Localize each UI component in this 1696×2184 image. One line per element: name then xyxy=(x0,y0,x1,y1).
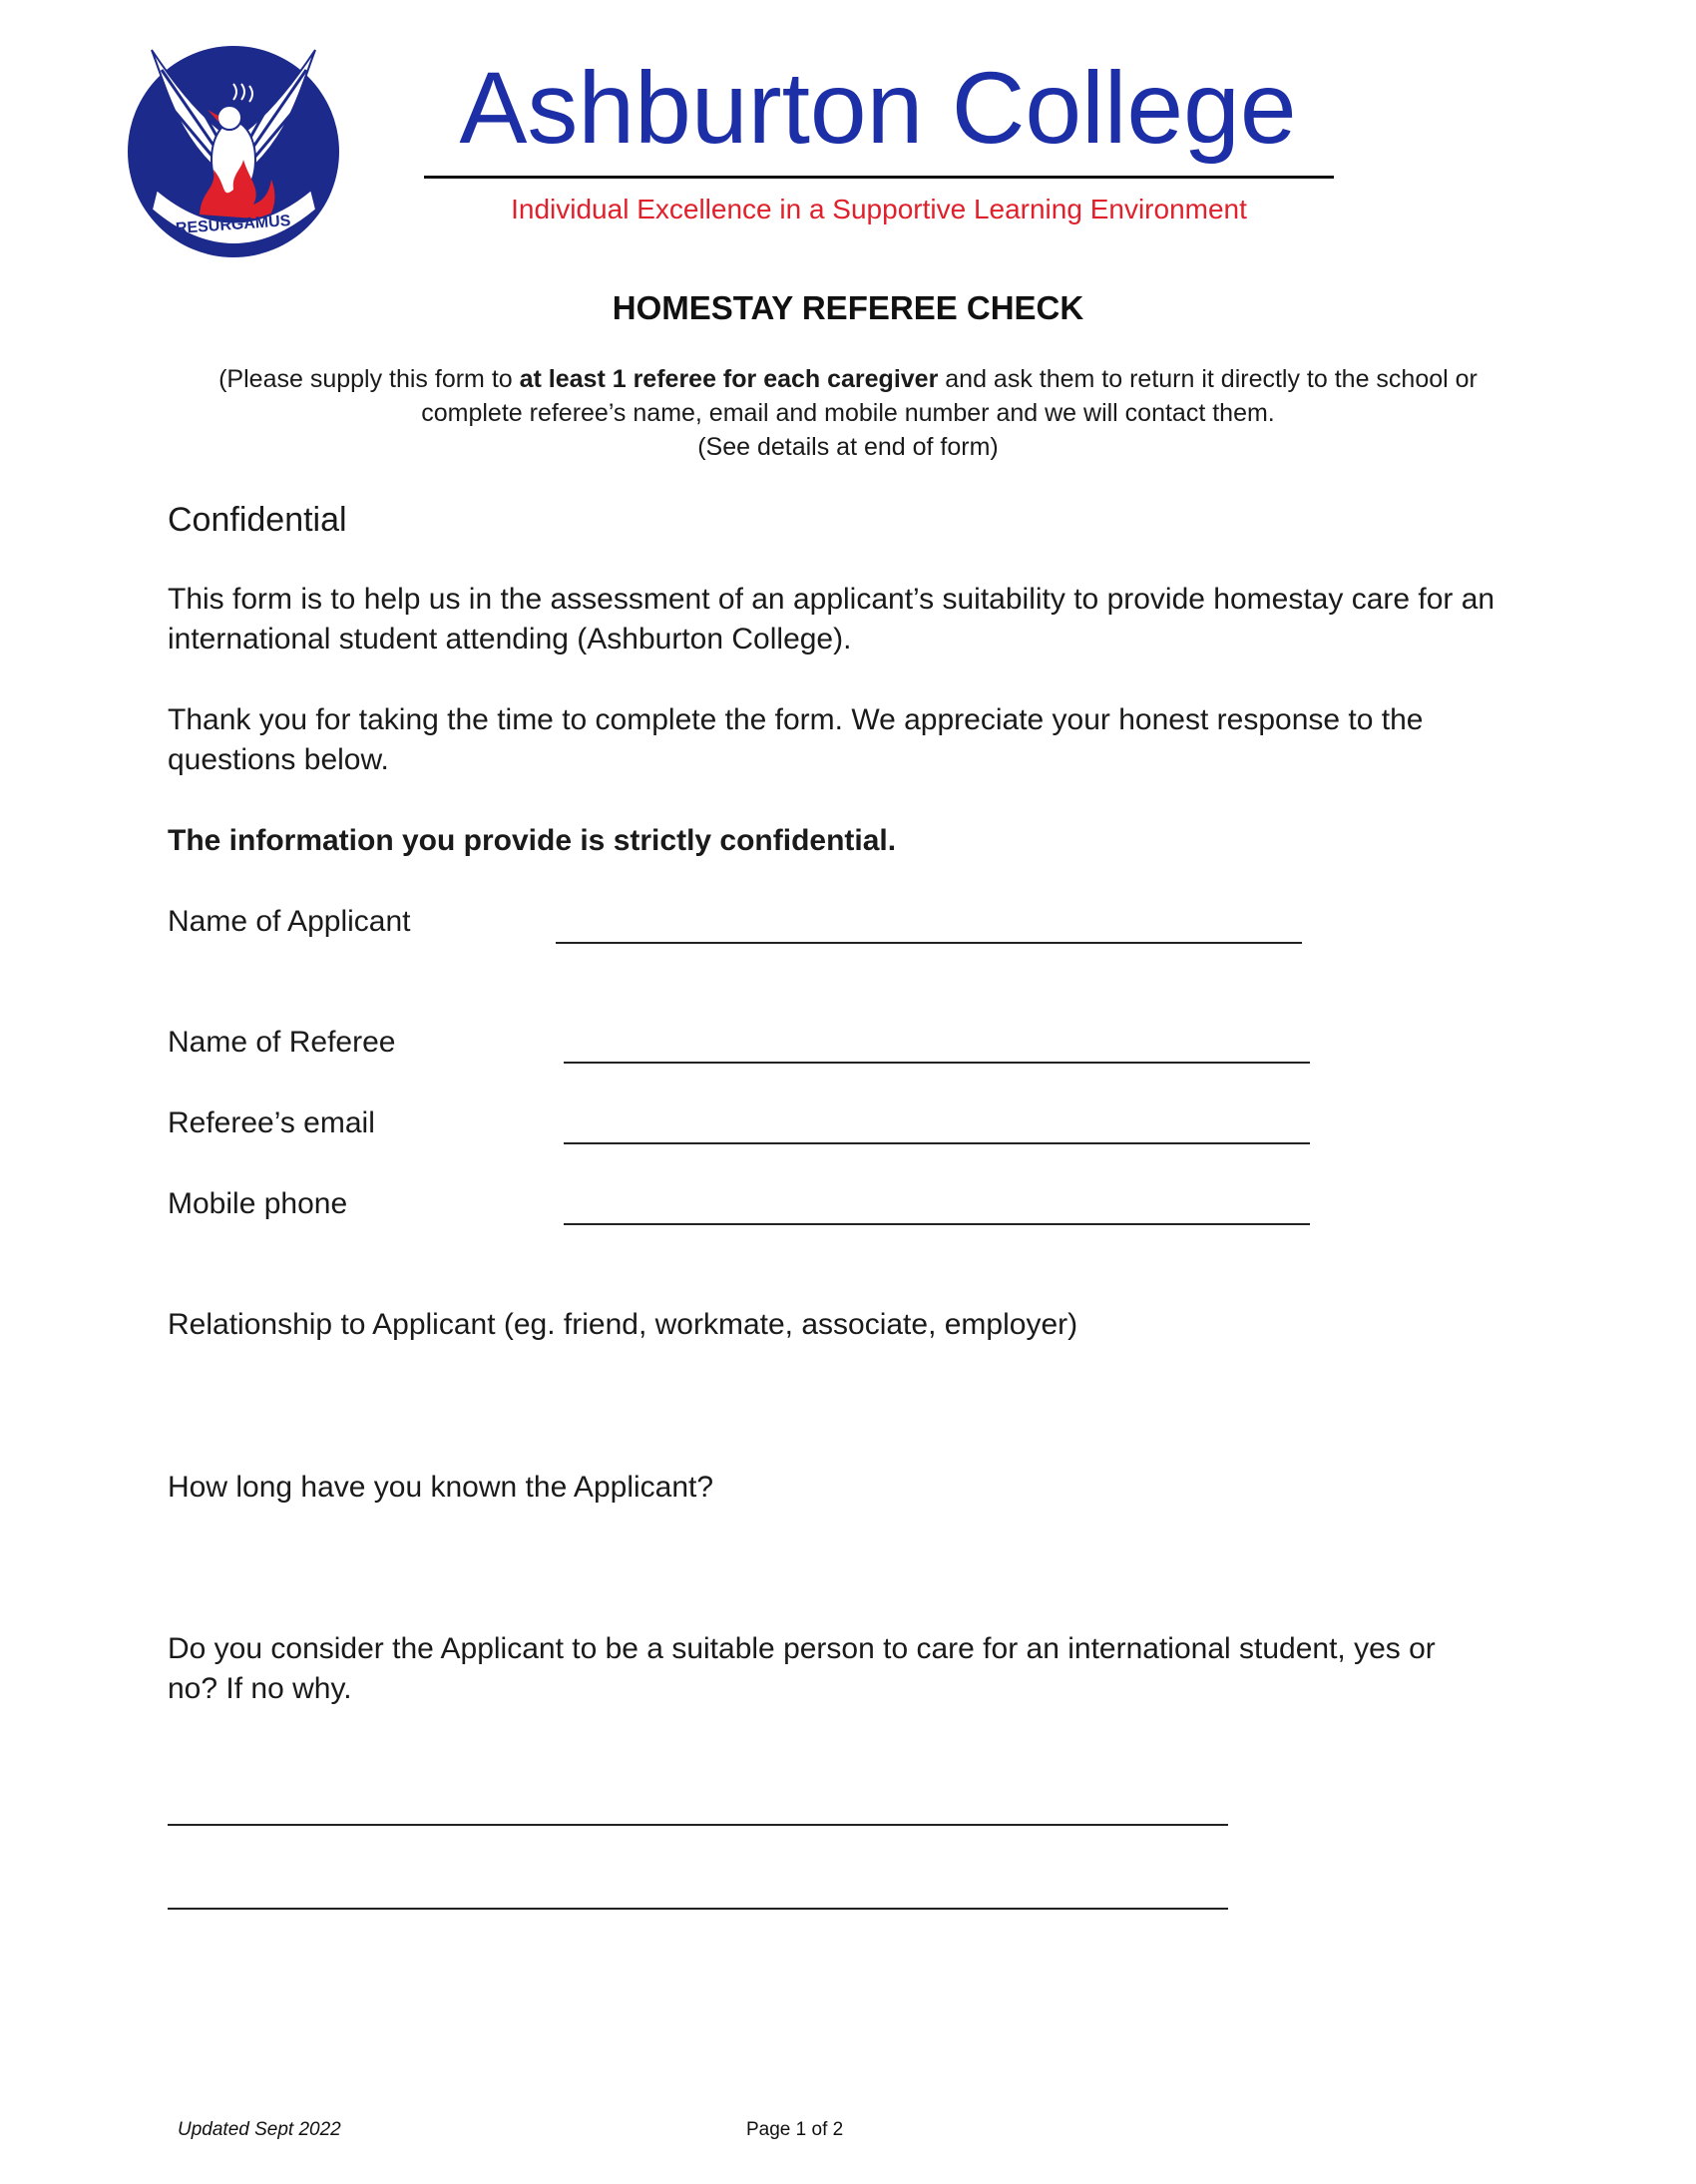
college-name: Ashburton College xyxy=(459,51,1297,165)
intro-text: and ask them to return it directly to the school or xyxy=(938,365,1478,393)
referee-name-field[interactable] xyxy=(564,1062,1310,1064)
header-divider xyxy=(424,176,1334,179)
svg-text:RESURGAMUS: RESURGAMUS xyxy=(175,213,291,238)
confidential-notice: The information you provide is strictly confidential. xyxy=(168,824,897,857)
applicant-name-label: Name of Applicant xyxy=(168,905,411,938)
intro-text: (Please supply this form to xyxy=(218,365,520,393)
purpose-paragraph-line-1: This form is to help us in the assessment of an applicant’s suitability to provide homestay care for an xyxy=(168,583,1495,616)
intro-line-2: complete referee’s name, email and mobile number and we will contact them. xyxy=(421,399,1275,427)
referee-name-label: Name of Referee xyxy=(168,1026,396,1059)
relationship-question: Relationship to Applicant (eg. friend, workmate, associate, employer) xyxy=(168,1308,1078,1341)
form-title: HOMESTAY REFEREE CHECK xyxy=(612,289,1084,326)
mobile-phone-field[interactable] xyxy=(564,1223,1310,1225)
college-tagline: Individual Excellence in a Supportive Learning Environment xyxy=(511,194,1247,224)
intro-line-1 xyxy=(0,365,1696,394)
footer-updated-date: Updated Sept 2022 xyxy=(178,2119,341,2140)
thanks-paragraph-line-2: questions below. xyxy=(168,743,389,776)
thanks-paragraph-line-1: Thank you for taking the time to complete the form. We appreciate your honest response to the xyxy=(168,703,1424,736)
referee-email-label: Referee’s email xyxy=(168,1106,375,1139)
applicant-name-field[interactable] xyxy=(556,942,1302,944)
mobile-phone-label: Mobile phone xyxy=(168,1187,348,1220)
referee-email-field[interactable] xyxy=(564,1142,1310,1144)
footer-page-number: Page 1 of 2 xyxy=(746,2119,844,2140)
suitability-question-line-1: Do you consider the Applicant to be a suitable person to care for an international student, yes or xyxy=(168,1632,1436,1665)
how-long-question: How long have you known the Applicant? xyxy=(168,1471,714,1504)
suitability-question-line-2: no? If no why. xyxy=(168,1672,352,1705)
suitability-answer-line-1[interactable] xyxy=(168,1824,1228,1826)
intro-emphasis: at least 1 referee for each caregiver xyxy=(519,365,939,393)
suitability-answer-line-2[interactable] xyxy=(168,1908,1228,1910)
purpose-paragraph-line-2: international student attending (Ashburton College). xyxy=(168,623,852,655)
intro-line-3: (See details at end of form) xyxy=(697,433,999,461)
college-crest-logo xyxy=(122,40,346,264)
confidential-heading: Confidential xyxy=(168,501,347,539)
